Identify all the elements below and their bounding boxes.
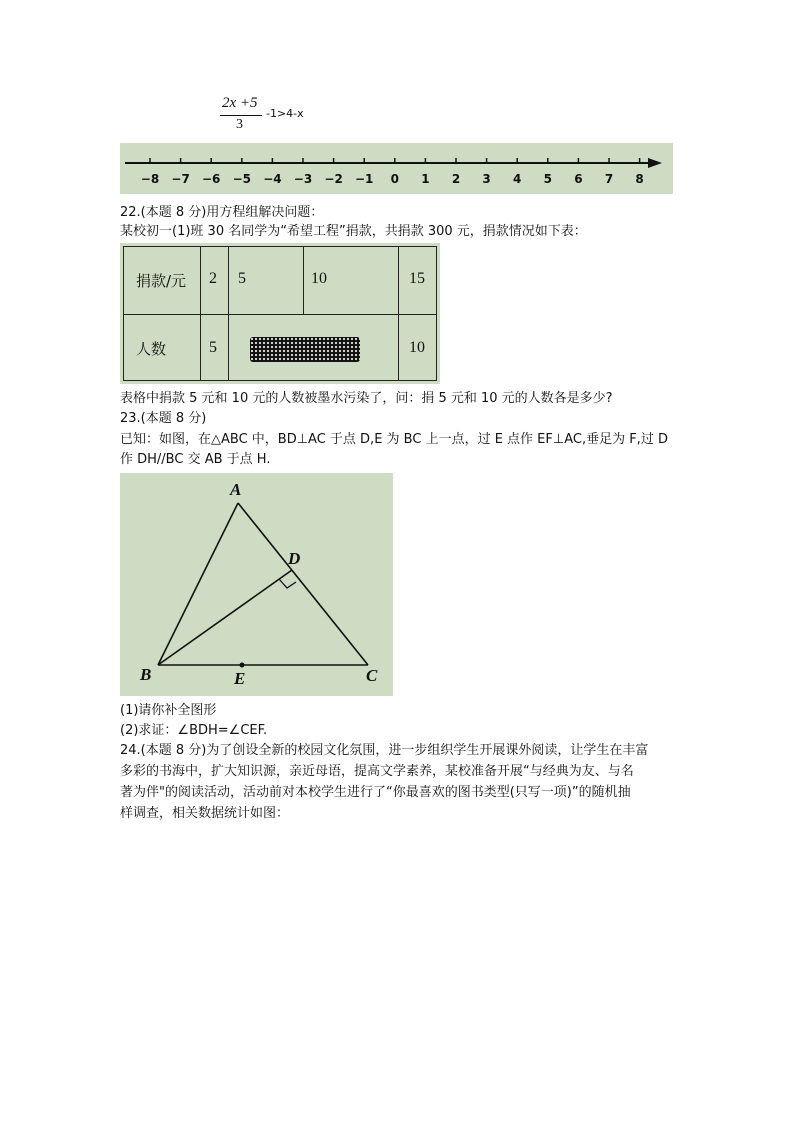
point-e — [240, 663, 245, 668]
q23-header: 23.(本题 8 分) — [120, 411, 207, 426]
table-col-divider — [303, 246, 304, 314]
table-border-left — [123, 246, 124, 381]
ink-stain — [250, 337, 360, 362]
number-line-tick-label: −3 — [293, 172, 313, 186]
table-border-bottom — [123, 380, 437, 381]
inequality-denominator: 3 — [236, 117, 243, 132]
number-line-tick-label: −6 — [201, 172, 221, 186]
triangle-svg — [120, 473, 393, 696]
table-col-divider — [228, 246, 229, 381]
number-line-tick-label: 3 — [482, 172, 491, 186]
label-a: A — [230, 480, 242, 499]
number-line-tick-label: 2 — [451, 172, 461, 186]
q24-line2: 多彩的书海中，扩大知识源，亲近母语，提高文学素养，某校准备开展“与经典为友、与名 — [120, 764, 634, 779]
q24-line1: 24.(本题 8 分)为了创设全新的校园文化氛围，进一步组织学生开展课外阅读，让学生在丰富 — [120, 743, 649, 758]
number-line-tick-label: 6 — [574, 172, 583, 186]
q24-line4: 样调查，相关数据统计如图： — [120, 806, 290, 821]
label-c: C — [366, 666, 378, 685]
table-col-divider — [200, 246, 201, 381]
number-line-tick-label: −4 — [263, 172, 282, 186]
label-b: B — [140, 665, 152, 684]
number-line-tick-label: −5 — [232, 172, 252, 186]
label-d: D — [288, 549, 301, 568]
table-border-right — [436, 246, 437, 381]
number-line-tick-label: 0 — [390, 172, 399, 186]
inequality-expression — [220, 95, 340, 140]
table-border-top — [123, 246, 437, 247]
q22-question: 表格中捐款 5 元和 10 元的人数被墨水污染了，问：捐 5 元和 10 元的人数各是多少? — [120, 391, 613, 406]
segment-ac — [238, 503, 368, 665]
q24-line3: 著为伴"的阅读活动，活动前对本校学生进行了“你最喜欢的图书类型(只写一项)”的随机抽 — [120, 785, 631, 800]
number-line-arrow — [648, 158, 662, 168]
table-row2-label: 人数 — [136, 340, 167, 358]
inequality-rest: -1>4-x — [266, 107, 304, 120]
number-line-svg — [120, 143, 673, 194]
number-line-tick-label: −7 — [171, 172, 190, 186]
table-cell: 5 — [209, 339, 217, 356]
number-line-tick-label: −8 — [140, 172, 160, 186]
segment-bd — [158, 570, 292, 665]
number-line-tick-label: 8 — [635, 172, 644, 186]
number-line-tick-label: 7 — [604, 172, 614, 186]
table-row1-label: 捐款/元 — [136, 272, 187, 290]
q22-header: 22.(本题 8 分)用方程组解决问题： — [120, 205, 324, 220]
triangle-figure — [120, 473, 393, 696]
q23-part2: (2)求证：∠BDH=∠CEF. — [120, 723, 268, 738]
number-line-tick-label: 4 — [513, 172, 522, 186]
number-line — [120, 143, 673, 194]
number-line-tick-label: 5 — [543, 172, 552, 186]
table-cell: 10 — [409, 339, 425, 356]
fraction-bar — [220, 115, 262, 116]
number-line-tick-label: −1 — [354, 172, 374, 186]
table-cell: 2 — [209, 270, 217, 287]
q23-line1: 已知：如图，在△ABC 中，BD⊥AC 于点 D,E 为 BC 上一点，过 E 点作 EF⊥AC,垂足为 F,过 D — [120, 432, 668, 447]
number-line-tick-label: 1 — [421, 172, 430, 186]
table-col-divider — [398, 246, 399, 381]
right-angle-mark — [279, 579, 296, 588]
segment-ab — [158, 503, 238, 665]
inequality-numerator: 2x +5 — [222, 95, 258, 111]
table-cell: 15 — [409, 270, 425, 287]
donation-table — [120, 243, 440, 384]
q23-part1: (1)请你补全图形 — [120, 703, 217, 718]
table-row-divider — [123, 314, 437, 315]
q23-line2: 作 DH//BC 交 AB 于点 H. — [120, 452, 271, 467]
number-line-tick-label: −2 — [324, 172, 343, 186]
table-cell: 10 — [311, 270, 327, 287]
label-e: E — [234, 669, 246, 688]
table-cell: 5 — [238, 270, 246, 287]
q22-intro: 某校初一(1)班 30 名同学为“希望工程”捐款，共捐款 300 元，捐款情况如下表： — [120, 224, 587, 239]
